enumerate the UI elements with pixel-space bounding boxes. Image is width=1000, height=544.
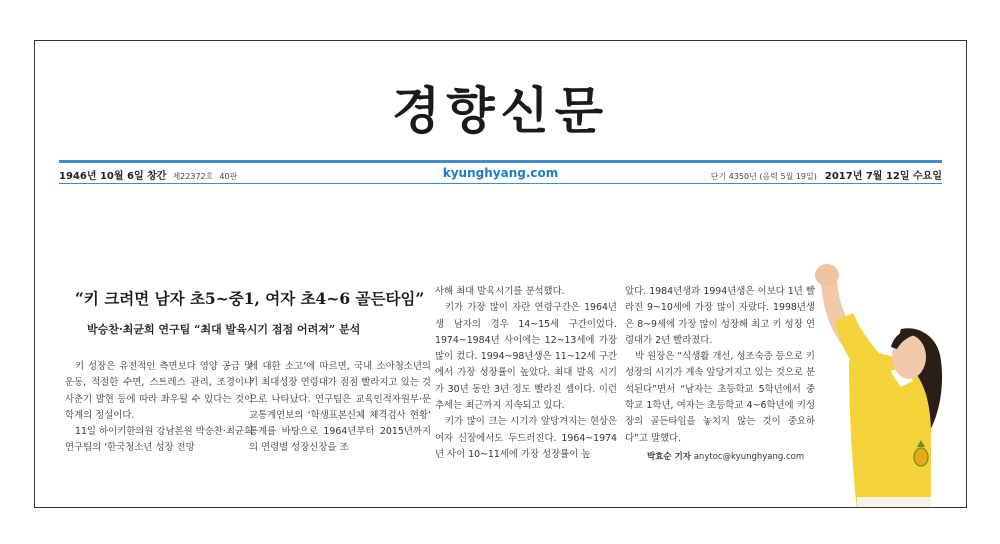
- article-photo: [805, 221, 955, 508]
- issue-number: 제22372호: [172, 172, 214, 181]
- paragraph: 박 원장은 “식생활 개선, 성조숙증 등으로 키성장의 시기가 계속 앞당겨지고 있는 것으로 분석된다”면서 “남자는 초등학교 5학년에서 중학교 1학년, 여자는 초등학교 4~6학년에 키성장의 골든타임을 놓치지 않는 것이 중요하다”고 말했다.: [625, 351, 815, 444]
- founded-date: 1946년 10월 6일 창간: [59, 171, 167, 182]
- reporter-byline: [647, 450, 804, 462]
- reporter-name: 박효순 기자: [647, 452, 692, 462]
- newspaper-page: [34, 40, 967, 508]
- pineapple-patch-icon: [914, 448, 928, 466]
- shirt-hem: [857, 497, 931, 508]
- issue-date: 2017년 7월 12일 수요일: [824, 171, 942, 182]
- article-column-3: [435, 284, 617, 463]
- article-headline: “키 크려면 남자 초5~중1, 여자 초4~6 골든타임”: [75, 289, 425, 308]
- reporter-email: anytoc@kyunghyang.com: [693, 452, 805, 462]
- masthead-infobar: [59, 166, 942, 182]
- article-column-2: [249, 359, 431, 457]
- paragraph: 키가 가장 많이 자란 연령구간은 1964년생 남자의 경우 14~15세 구간이었다. 1974~1984년 사이에는 12~13세에 가장 많이 컸다. 1994~98년생은 11~12세 구간에서 가장 성장률이 높았다. 최대 발육 시기가 30년 동안 3년 정도 빨라진 셈이다. 이런 추세는 최근까지 지속되고 있다.: [435, 302, 617, 412]
- raised-fist: [815, 264, 839, 286]
- article-subheadline: 박승찬·최균희 연구팀 “최대 발육시기 점점 어려져” 분석: [87, 323, 361, 336]
- paragraph: 키가 많이 크는 시기가 앞당겨지는 현상은 여자 신장에서도 두드러진다. 1964~1974년 사이 10~11세에 가장 성장률이 높: [435, 416, 617, 460]
- article-column-1: [65, 359, 253, 457]
- masthead-rule-top: [59, 160, 942, 163]
- paragraph: 사해 최대 발육시기를 분석했다.: [435, 286, 565, 297]
- website-link[interactable]: kyunghyang.com: [442, 166, 559, 180]
- article-column-4: [625, 284, 815, 447]
- paragraph: 11일 하이키한의원 강남본원 박승찬·최균희 연구팀의 ‘한국청소년 성장 전망: [65, 426, 253, 454]
- lunar-date: 단기 4350년 (음력 5월 19일): [710, 172, 817, 181]
- paragraph: 에 대한 소고’에 따르면, 국내 소아청소년의 키 최대성장 연령대가 점점 빨라지고 있는 것으로 나타났다. 연구팀은 교육인적자원부·문교통계연보의 ‘학생표본신체 체격검사 현황’ 통계를 바탕으로 1964년부터 2015년까지의 연령별 성장신장을 조: [249, 361, 431, 454]
- paragraph: 았다. 1984년생과 1994년생은 이보다 1년 빨라진 9~10세에 가장 많이 자랐다. 1998년생은 8~9세에 가장 많이 성장해 최고 키 성장 연령대가 2년 빨라졌다.: [625, 286, 815, 346]
- masthead: 경향신문: [391, 81, 610, 140]
- page-count: 40판: [219, 172, 238, 181]
- masthead-rule-bottom: [59, 183, 942, 184]
- issue-date-info: [711, 167, 942, 182]
- paragraph: 키 성장은 유전적인 측면보다 영양 공급 및 운동, 적절한 수면, 스트레스 관리, 조경이나 사춘기 발현 등에 따라 좌우될 수 있다는 것이 학계의 정설이다.: [65, 361, 253, 421]
